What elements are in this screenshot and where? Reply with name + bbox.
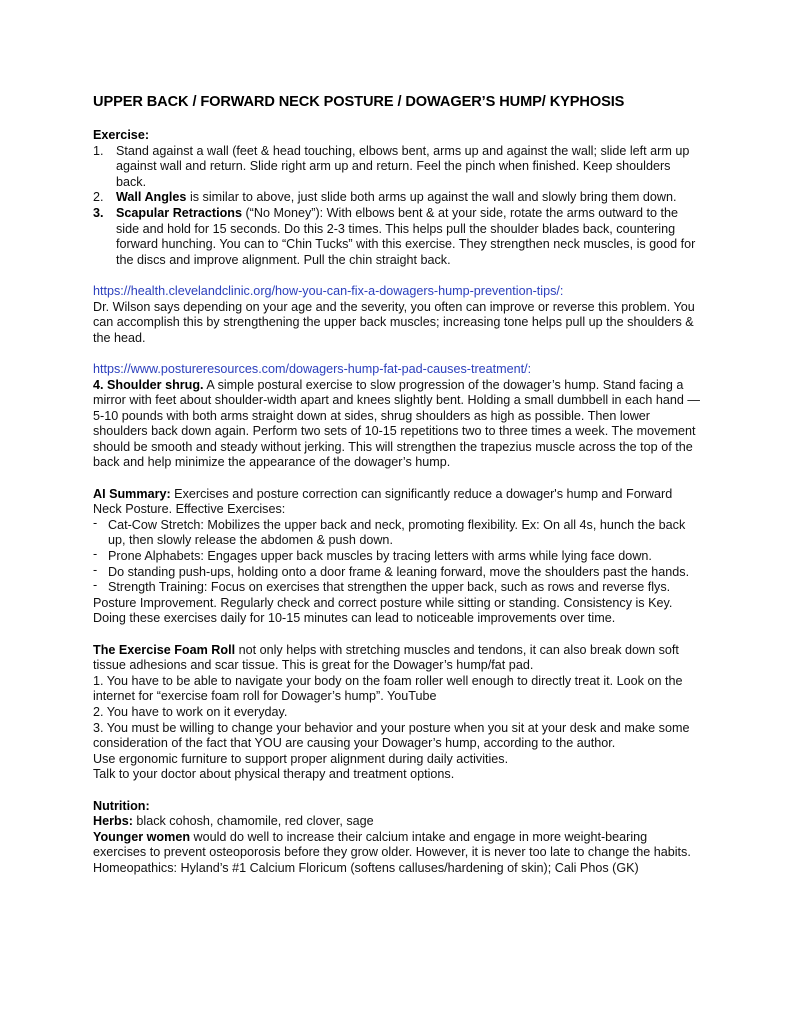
ai-summary-intro: AI Summary: Exercises and posture correction can significantly reduce a dowager's hump and Forward Neck Posture. Effective Exercises: [93,486,673,517]
exercise-heading: Exercise: [93,128,150,142]
document-page [93,92,703,877]
page-title: UPPER BACK / FORWARD NECK POSTURE / DOWAGER’S HUMP/ KYPHOSIS [93,94,625,110]
ai-summary-outro-1: Posture Improvement. Regularly check and correct posture while sitting or standing. Consistency is Key. [93,595,673,610]
ai-summary-item: - Prone Alphabets: Engages upper back muscles by tracing letters with arms while lying face down. [93,547,652,564]
exercise-item-3: 3. Scapular Retractions (“No Money”): With elbows bent & at your side, rotate the arms outward to the side and hold for 15 seconds. Do this 2-3 times. This helps pull the shoulder blades back, countering forward hunching. You can to “Chin Tucks” with this exercise. They strengthen neck muscles, is good for the discs and improve alignment. Pull the chin straight back. [93,205,696,267]
exercise-item-2: 2. Wall Angles is similar to above, just slide both arms up against the wall and slowly bring them down. [93,190,677,205]
cleveland-link[interactable]: https://health.clevelandclinic.org/how-you-can-fix-a-dowagers-hump-prevention-tips/: [93,283,564,298]
nutrition-heading: Nutrition: [93,798,150,813]
foam-roll-line-5: Talk to your doctor about physical therapy and treatment options. [93,767,455,782]
cleveland-section: https://health.clevelandclinic.org/how-you-can-fix-a-dowagers-hump-prevention-tips/: Dr. Wilson says depending on your age and the severity, you often can improve or reverse this problem. You can accomplish this by strengthening the upper back muscles; increasing tone helps pull up the shoulders & the head. [93,283,695,345]
nutrition-herbs: Herbs: black cohosh, chamomile, red clover, sage [93,814,374,829]
ai-summary-item: - Do standing push-ups, holding onto a door frame & leaning forward, move the shoulders past the hands. [93,562,690,579]
foam-roll-line-1: 1. You have to be able to navigate your body on the foam roller well enough to directly treat it. Look on the internet for “exercise foam roll for Dowager’s hump”. YouTube [93,673,683,704]
exercise-list [93,144,703,269]
ai-summary-item: - Strength Training: Focus on exercises that strengthen the upper back, such as rows and reverse flys. [93,578,671,595]
foam-roll-line-4: Use ergonomic furniture to support proper alignment during daily activities. [93,751,509,766]
foam-roll-line-2: 2. You have to work on it everyday. [93,704,288,719]
ai-summary-item: - Cat-Cow Stretch: Mobilizes the upper back and neck, promoting flexibility. Ex: On all 4s, hunch the back up, then slowly release the abdomen & push down. [93,515,686,548]
ai-summary-outro-2: Doing these exercises daily for 10-15 minutes can lead to noticeable improvements over time. [93,611,616,626]
foam-roll-intro: The Exercise Foam Roll not only helps with stretching muscles and tendons, it can also break down soft tissue adhesions and scar tissue. This is great for the Dowager’s hump/fat pad. [93,642,679,673]
posture-resources-section: https://www.postureresources.com/dowagers-hump-fat-pad-causes-treatment/: 4. Shoulder shrug. A simple postural exercise to slow progression of the dowager’s hump. Stand facing a mirror with feet about shoulder-width apart and knees slightly bent. Holding a small dumbbell in each hand — 5-10 pounds with both arms straight down at sides, shrug shoulders as high as possible. Then lower shoulders back down again. Perform two sets of 10-15 repetitions two to three times a week. The movement should be smooth and steady without jerking. This will strengthen the trapezius muscle across the top of the back and help minimize the appearance of the dowager’s hump. [93,361,700,470]
ai-summary-list [93,515,703,596]
foam-roll-line-3: 3. You must be willing to change your behavior and your posture when you sit at your desk and make some consideration of the fact that YOU are causing your Dowager’s hump, according to the author. [93,720,690,751]
exercise-item-1: 1. Stand against a wall (feet & head touching, elbows bent, arms up and against the wall; slide left arm up against wall and return. Slide right arm up and return. Feel the pinch when finished. Keep shoulders back. [93,143,690,189]
nutrition-younger-women: Younger women would do well to increase their calcium intake and engage in more weight-bearing exercises to prevent osteoporosis before they grow older. However, it is never too late to change the habits. Homeopathics: Hyland’s #1 Calcium Floricum (softens calluses/hardening of skin); Cali Phos (GK) [93,829,691,875]
posture-resources-link[interactable]: https://www.postureresources.com/dowagers-hump-fat-pad-causes-treatment/: [93,361,532,376]
